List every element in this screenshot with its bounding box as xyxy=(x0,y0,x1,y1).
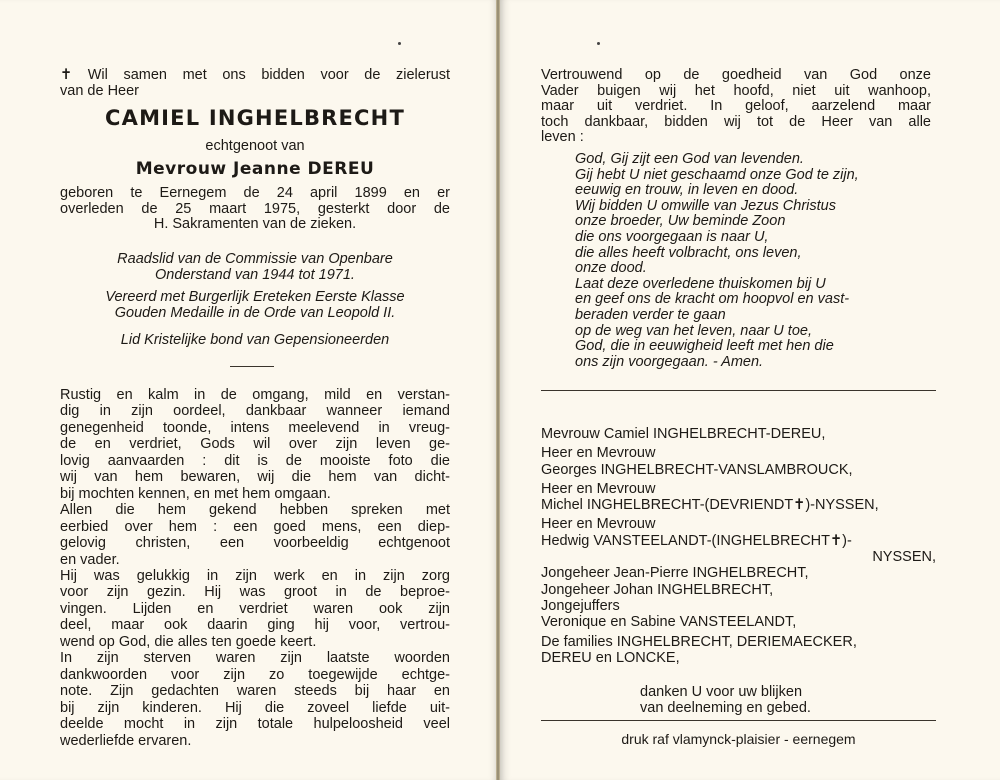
intro-line: maar uit verdriet. In geloof, aarzelend maar xyxy=(541,98,931,115)
family-line: Jongejuffers xyxy=(541,597,620,614)
prayer-line: God, Gij zijt een God van levenden. xyxy=(575,151,804,167)
birth-death-details xyxy=(60,186,450,233)
prayer-line: onze dood. xyxy=(575,260,647,277)
intro-line: toch dankbaar, bidden wij tot de Heer van alle xyxy=(541,113,931,130)
prayer-request xyxy=(60,68,450,99)
council-role xyxy=(60,252,450,283)
family-line: Jongeheer Jean-Pierre INGHELBRECHT, xyxy=(541,565,809,582)
thanks-line-1: danken U voor uw blijken xyxy=(640,684,803,700)
divider-bottom xyxy=(541,720,936,721)
closing-intro xyxy=(541,68,931,146)
tribute-line: dig in zijn oordeel, dankbaar wanneer iemand xyxy=(60,403,450,420)
left-page xyxy=(0,0,497,780)
prayer-line: God, die in eeuwigheid leeft met hen die xyxy=(575,338,834,355)
tribute-line: bij mochten kennen, en met hem omgaan. xyxy=(60,485,331,502)
prayer-line: die alles heeft volbracht, ons leven, xyxy=(575,244,802,261)
tribute-line: wij van hem bewaren, wij die hem van dicht- xyxy=(60,469,450,486)
prayer-line: Gij hebt U niet geschaamd onze God te zijn, xyxy=(575,166,859,183)
prayer-line: Wij bidden U omwille van Jezus Christus xyxy=(575,197,836,214)
prayer-line: op de weg van het leven, naar U toe, xyxy=(575,322,812,339)
tribute-line: voor zijn gezin. Hij was groot in de beproe- xyxy=(60,584,450,601)
prayer-line: die ons voorgegaan is naar U, xyxy=(575,228,769,245)
membership xyxy=(60,333,450,349)
intro-line-1: ✝ Wil samen met ons bidden voor de zielerust xyxy=(60,67,450,83)
tribute-line: vingen. Lijden en verdriet waren ook zijn xyxy=(60,600,450,617)
family-line: Georges INGHELBRECHT-VANSLAMBROUCK, xyxy=(541,461,853,478)
family-list xyxy=(541,426,936,666)
family-line: Heer en Mevrouw xyxy=(541,445,656,462)
tribute-line: lovig aanvaarden : dit is de mooiste foto die xyxy=(60,452,450,469)
right-page xyxy=(500,0,1000,780)
tribute-text xyxy=(60,387,450,749)
council-line-2: Onderstand van 1944 tot 1971. xyxy=(155,266,355,283)
prayer-line: eeuwig en trouw, in leven en dood. xyxy=(575,182,799,199)
tribute-line: gelovig christen, een voorbeeldig echtgenoot xyxy=(60,535,450,552)
tribute-line: bij zijn kinderen. Hij die zoveel liefde uit- xyxy=(60,699,450,716)
tribute-line: Allen die hem gekend hebben spreken met xyxy=(60,502,450,519)
prayer-line: beraden verder te gaan xyxy=(575,306,726,323)
family-line: Heer en Mevrouw xyxy=(541,480,656,497)
tribute-line: genegenheid toonde, intens meelevend in vreug- xyxy=(60,419,450,436)
intro-line-2: van de Heer xyxy=(60,82,139,99)
printer-credit xyxy=(541,732,936,748)
prayer-line: Laat deze overledene thuiskomen bij U xyxy=(575,275,826,292)
tribute-line: In zijn sterven waren zijn laatste woorden xyxy=(60,650,450,667)
tribute-line: deelde mocht in zijn totale hulpeloosheid veel xyxy=(60,716,450,733)
family-line: Heer en Mevrouw xyxy=(541,516,656,533)
intro-line: leven : xyxy=(541,129,584,146)
tribute-line: eerbied over hem : een goed mens, een diep- xyxy=(60,518,450,535)
tribute-line: en vader. xyxy=(60,551,120,568)
thanks-line-2: van deelneming en gebed. xyxy=(640,699,811,716)
printer-line: druk raf vlamynck-plaisier - eernegem xyxy=(621,731,856,747)
family-line: Veronique en Sabine VANSTEELANDT, xyxy=(541,614,797,631)
prayer-line: onze broeder, Uw beminde Zoon xyxy=(575,213,786,230)
tribute-line: wend op God, die alles ten goede keert. xyxy=(60,633,317,650)
birth-line-3: H. Sakramenten van de zieken. xyxy=(153,216,357,233)
family-line: Hedwig VANSTEELANDT-(INGHELBRECHT✝)- xyxy=(541,532,852,549)
family-line: DEREU en LONCKE, xyxy=(541,649,680,666)
divider-short xyxy=(230,366,274,367)
membership-line: Lid Kristelijke bond van Gepensioneerden xyxy=(120,332,390,348)
relation-line: echtgenoot van xyxy=(205,138,305,154)
honours xyxy=(60,290,450,321)
intro-line: Vertrouwend op de goedheid van God onze xyxy=(541,67,931,83)
honours-line-1: Vereerd met Burgerlijk Ereteken Eerste Klasse xyxy=(105,289,405,305)
print-speck xyxy=(398,42,401,45)
birth-line-1: geboren te Eernegem de 24 april 1899 en er xyxy=(60,185,450,201)
relation-text xyxy=(60,139,450,155)
tribute-line: note. Zijn gedachten waren steeds bij haar en xyxy=(60,683,450,700)
thanks-text xyxy=(640,685,940,716)
council-line-1: Raadslid van de Commissie van Openbare xyxy=(117,251,393,267)
spouse-name: Mevrouw Jeanne DEREU xyxy=(135,159,375,179)
tribute-line: de en verdriet, Gods wil over zijn leven ge- xyxy=(60,436,450,453)
tribute-line: Hij was gelukkig in zijn werk en in zijn zorg xyxy=(60,567,450,584)
honours-line-2: Gouden Medaille in de Orde van Leopold II. xyxy=(114,304,396,321)
tribute-line: deel, maar ook daarin ging hij voor, vertrou- xyxy=(60,617,450,634)
tribute-line: wederliefde ervaren. xyxy=(60,732,192,749)
tribute-line: Rustig en kalm in de omgang, mild en verstan- xyxy=(60,387,450,403)
family-line: NYSSEN, xyxy=(872,549,936,566)
family-line: Michel INGHELBRECHT-(DEVRIENDT✝)-NYSSEN, xyxy=(541,497,879,514)
prayer-line: en geef ons de kracht om hoopvol en vast- xyxy=(575,291,850,308)
family-line: De families INGHELBRECHT, DERIEMAECKER, xyxy=(541,633,857,650)
intro-line: Vader buigen wij het hoofd, niet uit wanhoop, xyxy=(541,82,931,99)
tribute-line: dankwoorden voor zijn zo toegewijde echtge- xyxy=(60,666,450,683)
divider-long xyxy=(541,390,936,391)
prayer-text xyxy=(575,152,933,370)
print-speck xyxy=(597,42,600,45)
birth-line-2: overleden de 25 maart 1975, gesterkt door de xyxy=(60,200,450,217)
deceased-name: CAMIEL INGHELBRECHT xyxy=(105,106,405,130)
prayer-line: ons zijn voorgegaan. - Amen. xyxy=(575,353,764,370)
family-line: Mevrouw Camiel INGHELBRECHT-DEREU, xyxy=(541,426,826,442)
family-line: Jongeheer Johan INGHELBRECHT, xyxy=(541,581,774,598)
